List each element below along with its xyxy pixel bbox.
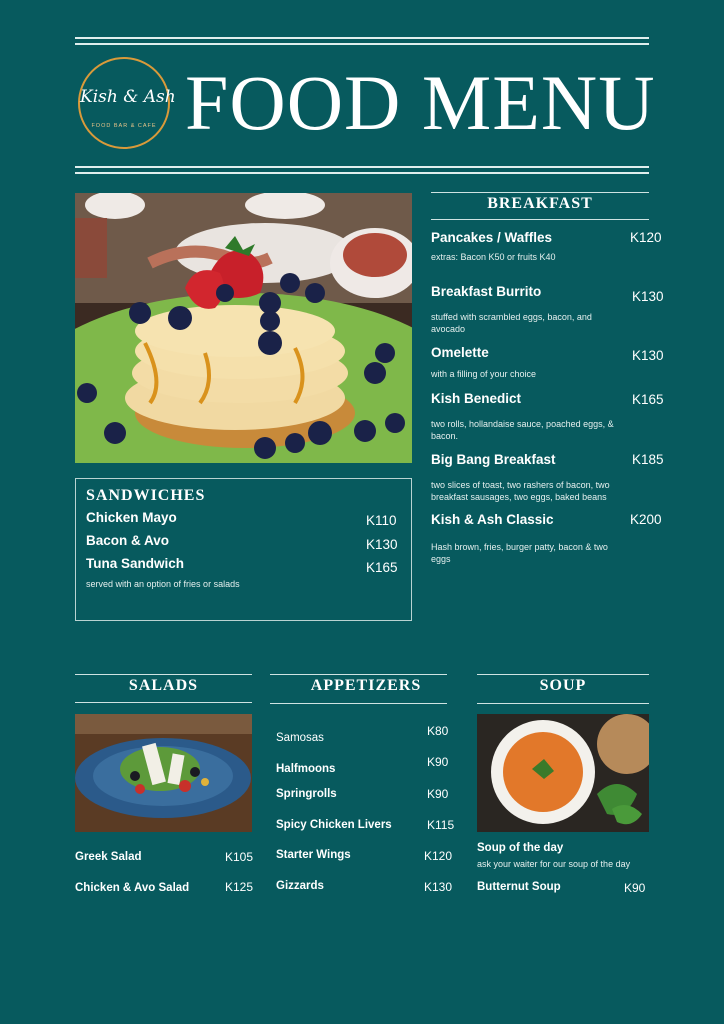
sandwiches-title: SANDWICHES xyxy=(86,487,206,504)
breakfast-item-name: Breakfast Burrito xyxy=(431,284,542,299)
appetizer-item-name: Halfmoons xyxy=(276,763,336,775)
soup-item-name: Soup of the day xyxy=(477,842,564,854)
breakfast-rule-top xyxy=(431,192,649,193)
breakfast-item-price: K200 xyxy=(630,512,662,527)
salad-item-price: K105 xyxy=(225,850,254,864)
appetizer-item-price: K90 xyxy=(427,787,449,801)
breakfast-item-name: Omelette xyxy=(431,345,489,360)
appetizer-item-name: Springrolls xyxy=(276,788,337,800)
sandwich-item-name: Chicken Mayo xyxy=(86,510,177,525)
breakfast-item-name: Kish & Ash Classic xyxy=(431,512,554,527)
header-rule-top-1 xyxy=(75,37,649,39)
breakfast-item-price: K185 xyxy=(632,452,664,467)
appetizers-title: APPETIZERS xyxy=(310,677,422,694)
salads-title: SALADS xyxy=(128,677,199,694)
sandwich-item-price: K110 xyxy=(366,513,397,528)
appetizer-item-price: K80 xyxy=(427,724,449,738)
soup-item-desc: ask your waiter for our soup of the day xyxy=(477,859,631,869)
appetizer-item-price: K130 xyxy=(424,880,453,894)
header-rule-top-2 xyxy=(75,43,649,45)
appetizer-item-name: Samosas xyxy=(276,732,324,744)
header-rule-bottom-2 xyxy=(75,172,649,174)
breakfast-item-price: K130 xyxy=(632,289,664,304)
soup-item-name: Butternut Soup xyxy=(477,881,561,893)
soup-title: SOUP xyxy=(539,677,587,694)
pancake-illustration xyxy=(75,193,412,463)
breakfast-item-price: K165 xyxy=(632,392,664,407)
breakfast-item-desc: Hash brown, fries, burger patty, bacon & two eggs xyxy=(431,542,608,564)
soup-illustration xyxy=(477,714,649,832)
appetizer-item-price: K120 xyxy=(424,849,453,863)
soup-item-price: K90 xyxy=(624,881,646,895)
salad-item-name: Greek Salad xyxy=(75,851,142,863)
logo-name: Kish & Ash xyxy=(80,87,176,107)
logo-tagline: FOOD BAR & CAFE xyxy=(91,123,157,129)
appetizer-item-price: K115 xyxy=(427,818,455,832)
sandwich-item-price: K130 xyxy=(366,537,398,552)
header-rule-bottom-1 xyxy=(75,166,649,168)
page-title: FOOD MENU xyxy=(185,59,656,146)
sandwich-item-name: Tuna Sandwich xyxy=(86,556,185,571)
salads-rule-top xyxy=(75,674,252,675)
breakfast-item-name: Pancakes / Waffles xyxy=(431,230,553,245)
breakfast-item-desc: stuffed with scrambled eggs, bacon, and avocado xyxy=(431,312,592,334)
sandwich-item-name: Bacon & Avo xyxy=(86,533,170,548)
breakfast-item-desc: with a filling of your choice xyxy=(431,369,537,379)
salad-photo xyxy=(75,714,252,832)
pancake-photo xyxy=(75,193,412,463)
appetizer-item-name: Gizzards xyxy=(276,880,324,892)
appetizer-item-name: Spicy Chicken Livers xyxy=(276,819,392,831)
breakfast-item-desc: extras: Bacon K50 or fruits K40 xyxy=(431,252,556,262)
breakfast-rule-bottom xyxy=(431,219,649,220)
logo xyxy=(78,57,176,149)
breakfast-item-name: Big Bang Breakfast xyxy=(431,452,556,467)
salad-item-price: K125 xyxy=(225,880,254,894)
salads-rule-bottom xyxy=(75,702,252,703)
salad-item-name: Chicken & Avo Salad xyxy=(75,882,190,894)
sandwich-item-price: K165 xyxy=(366,560,398,575)
soup-rule-top xyxy=(477,674,649,675)
soup-photo xyxy=(477,714,649,832)
breakfast-item-desc: two rolls, hollandaise sauce, poached eggs, & bacon. xyxy=(431,419,614,441)
breakfast-item-price: K120 xyxy=(630,230,662,245)
appetizer-item-price: K90 xyxy=(427,755,449,769)
salad-illustration xyxy=(75,714,252,832)
appetizers-rule-bottom xyxy=(270,703,447,704)
breakfast-item-name: Kish Benedict xyxy=(431,391,522,406)
breakfast-item-price: K130 xyxy=(632,348,664,363)
soup-rule-bottom xyxy=(477,703,649,704)
appetizers-rule-top xyxy=(270,674,447,675)
sandwiches-note: served with an option of fries or salads xyxy=(86,579,240,589)
breakfast-item-desc: two slices of toast, two rashers of bacon, two breakfast sausages, two eggs, baked beans xyxy=(431,480,610,502)
appetizer-item-name: Starter Wings xyxy=(276,849,351,861)
breakfast-title: BREAKFAST xyxy=(487,195,593,212)
